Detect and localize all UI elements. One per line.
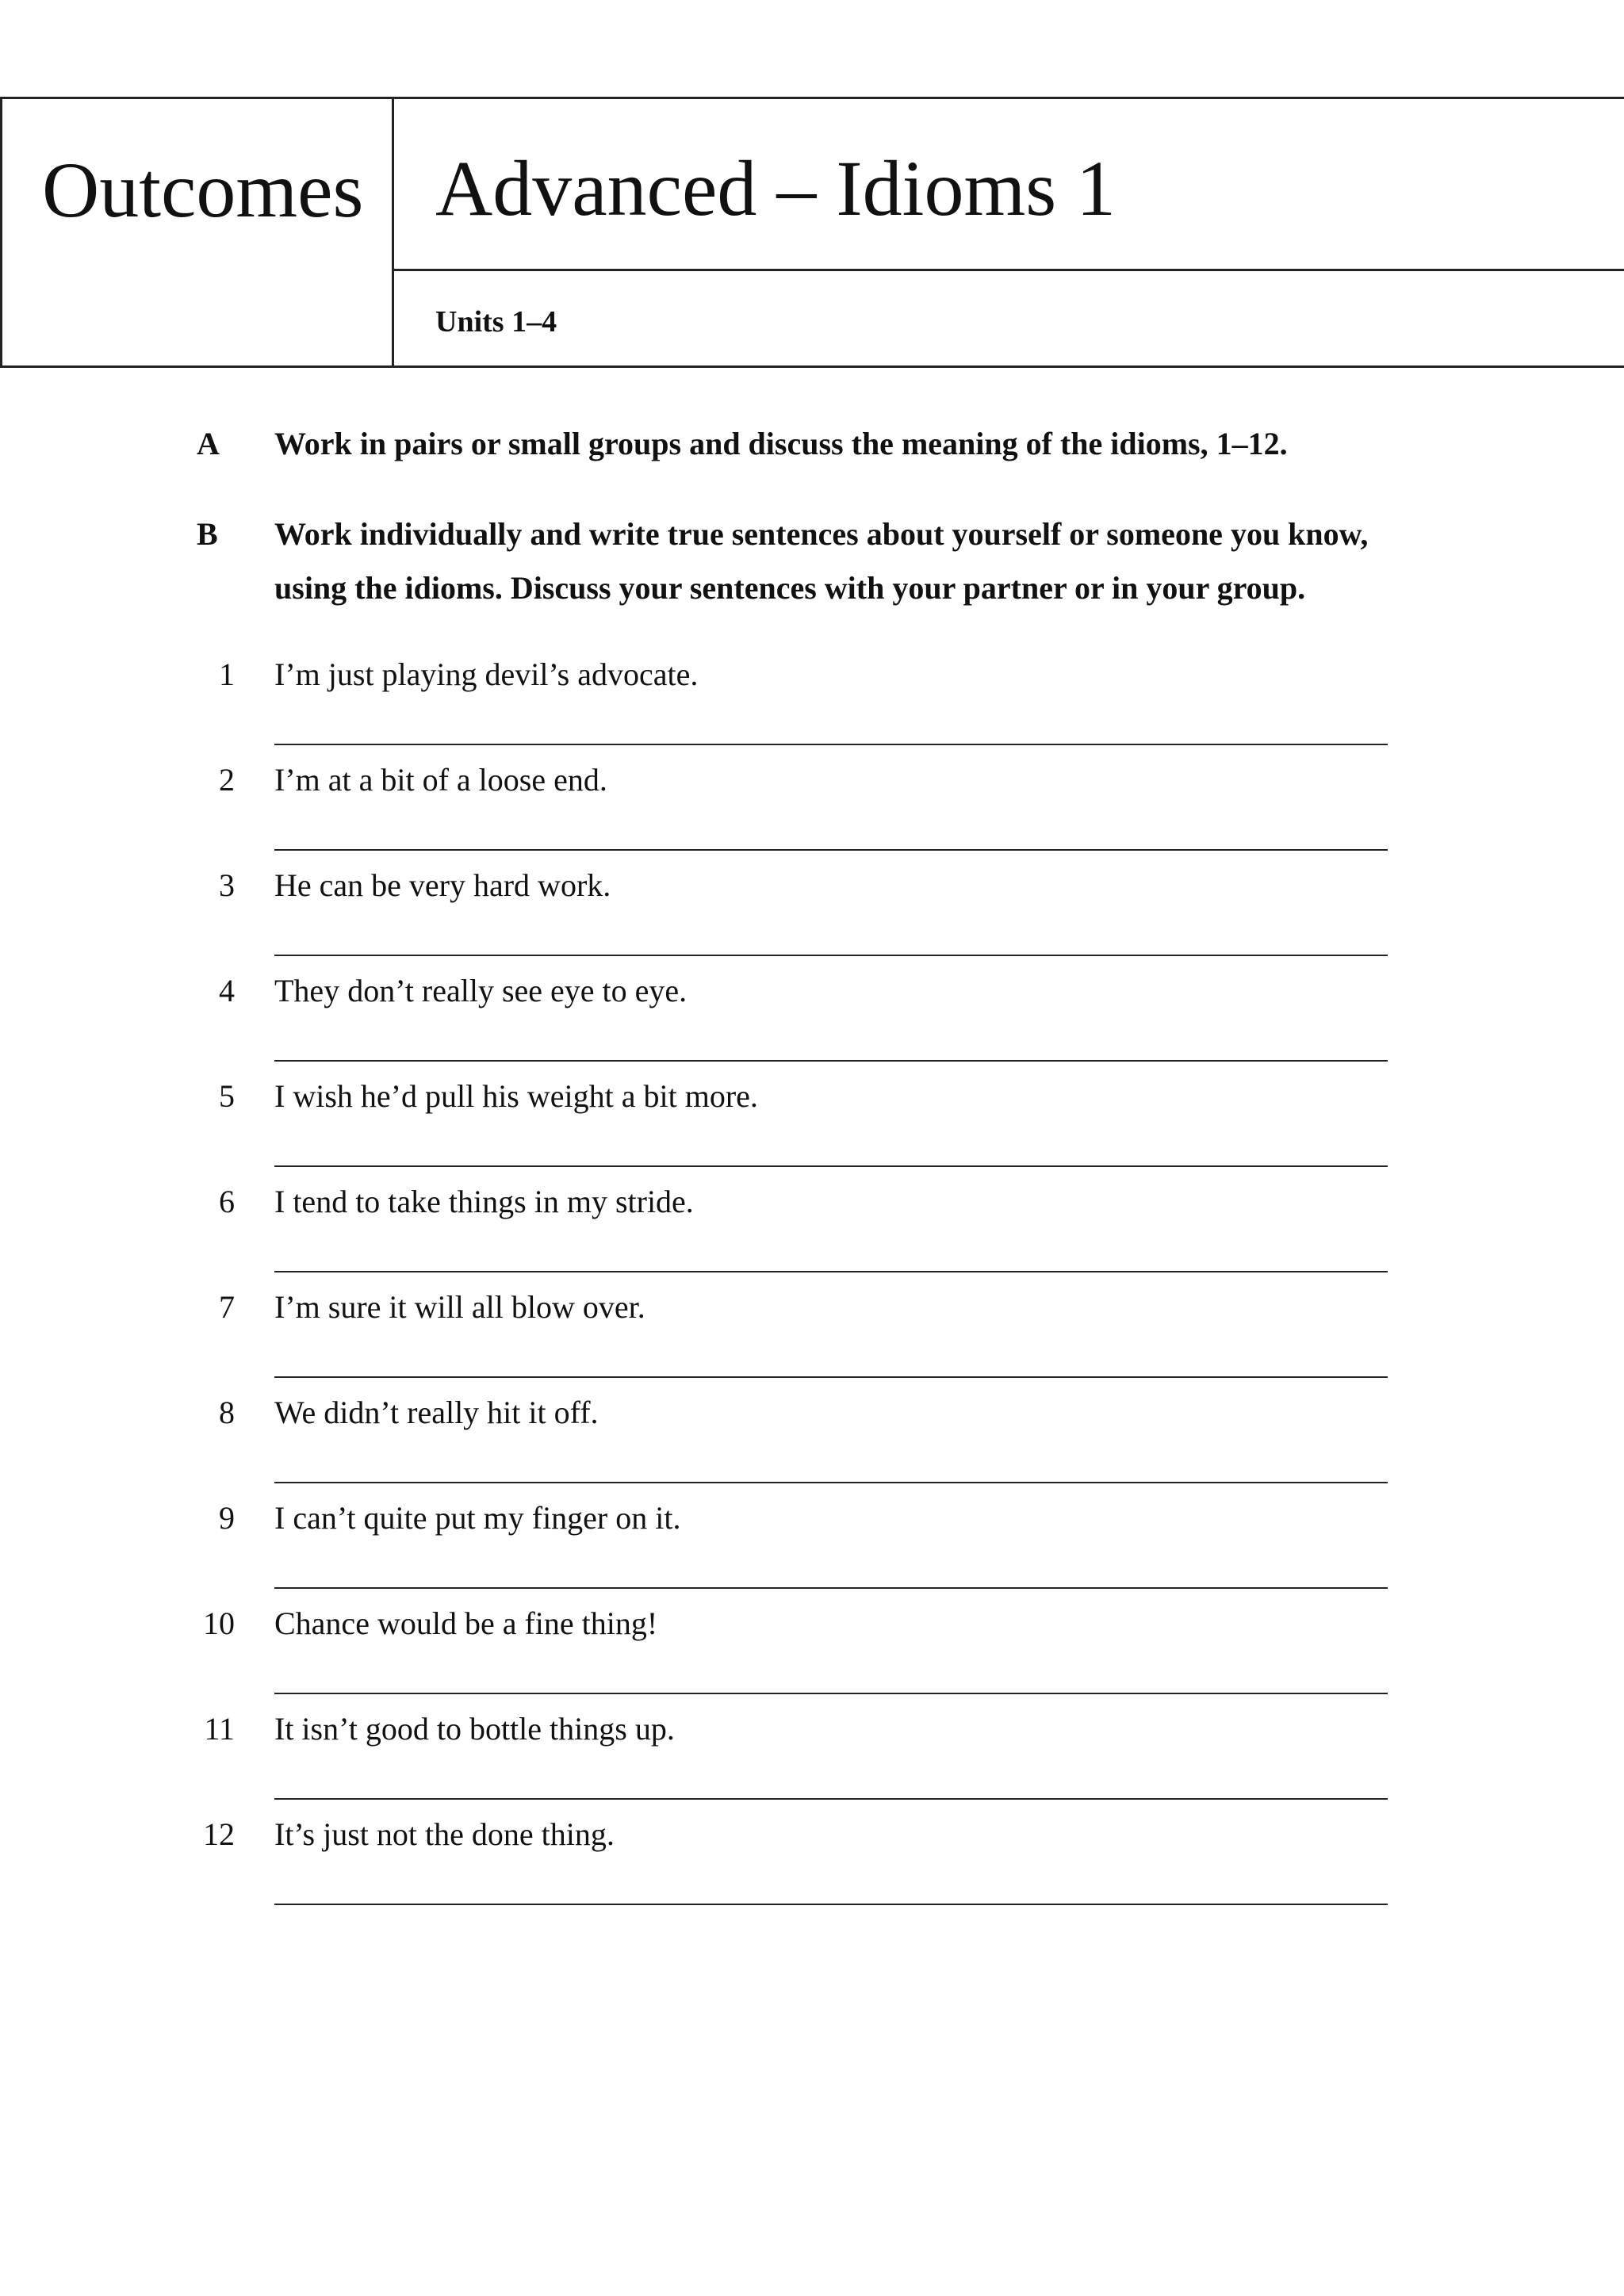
item-number: 9 — [219, 1500, 235, 1536]
brand-cell — [2, 99, 394, 365]
idiom-phrase: I tend to take things in my stride. — [274, 1184, 694, 1219]
list-item — [0, 858, 1624, 963]
instruction-text: Work individually and write true sentences about yourself or someone you know, using the idioms. Discuss your sentences with your partner or in your group. — [274, 516, 1369, 606]
instruction-text: Work in pairs or small groups and discuss the meaning of the idioms, 1–12. — [274, 426, 1288, 461]
item-number: 8 — [219, 1395, 235, 1430]
item-number: 11 — [204, 1711, 235, 1747]
item-number: 10 — [203, 1605, 235, 1641]
list-item — [0, 1280, 1624, 1385]
page-title: Advanced – Idioms 1 — [435, 144, 1116, 232]
answer-line[interactable] — [274, 1376, 1388, 1378]
idiom-phrase: It’s just not the done thing. — [274, 1816, 615, 1852]
item-number: 12 — [203, 1816, 235, 1852]
units-cell — [394, 271, 1624, 365]
item-number: 6 — [219, 1184, 235, 1219]
idiom-phrase: He can be very hard work. — [274, 867, 611, 903]
list-item — [0, 752, 1624, 858]
item-number: 1 — [219, 656, 235, 692]
answer-line[interactable] — [274, 1904, 1388, 1905]
list-item — [0, 1701, 1624, 1807]
answer-line[interactable] — [274, 1165, 1388, 1167]
list-item — [0, 1069, 1624, 1174]
item-number: 4 — [219, 973, 235, 1008]
idiom-phrase: Chance would be a fine thing! — [274, 1605, 658, 1641]
answer-line[interactable] — [274, 1587, 1388, 1589]
answer-line[interactable] — [274, 849, 1388, 851]
idiom-phrase: I’m sure it will all blow over. — [274, 1289, 645, 1325]
idiom-phrase: I can’t quite put my finger on it. — [274, 1500, 681, 1536]
answer-line[interactable] — [274, 1060, 1388, 1062]
list-item — [0, 1490, 1624, 1596]
item-number: 7 — [219, 1289, 235, 1325]
idiom-phrase: They don’t really see eye to eye. — [274, 973, 688, 1008]
answer-line[interactable] — [274, 744, 1388, 745]
instruction-letter: B — [197, 516, 218, 552]
worksheet-header — [0, 97, 1624, 368]
units-label: Units 1–4 — [435, 305, 557, 339]
list-item — [0, 963, 1624, 1069]
idiom-phrase: It isn’t good to bottle things up. — [274, 1711, 675, 1747]
item-number: 5 — [219, 1078, 235, 1114]
list-item — [0, 1174, 1624, 1280]
idiom-list — [0, 647, 1624, 1912]
instruction-letter: A — [197, 426, 220, 461]
item-number: 3 — [219, 867, 235, 903]
brand-name: Outcomes — [42, 146, 364, 234]
answer-line[interactable] — [274, 1271, 1388, 1272]
answer-line[interactable] — [274, 1693, 1388, 1694]
item-number: 2 — [219, 762, 235, 798]
answer-line[interactable] — [274, 1798, 1388, 1800]
idiom-phrase: We didn’t really hit it off. — [274, 1395, 599, 1430]
title-cell — [394, 99, 1624, 271]
idiom-phrase: I’m at a bit of a loose end. — [274, 762, 607, 798]
answer-line[interactable] — [274, 955, 1388, 956]
list-item — [0, 1385, 1624, 1490]
idiom-phrase: I wish he’d pull his weight a bit more. — [274, 1078, 758, 1114]
list-item — [0, 1807, 1624, 1912]
answer-line[interactable] — [274, 1482, 1388, 1483]
idiom-phrase: I’m just playing devil’s advocate. — [274, 656, 699, 692]
list-item — [0, 647, 1624, 752]
list-item — [0, 1596, 1624, 1701]
